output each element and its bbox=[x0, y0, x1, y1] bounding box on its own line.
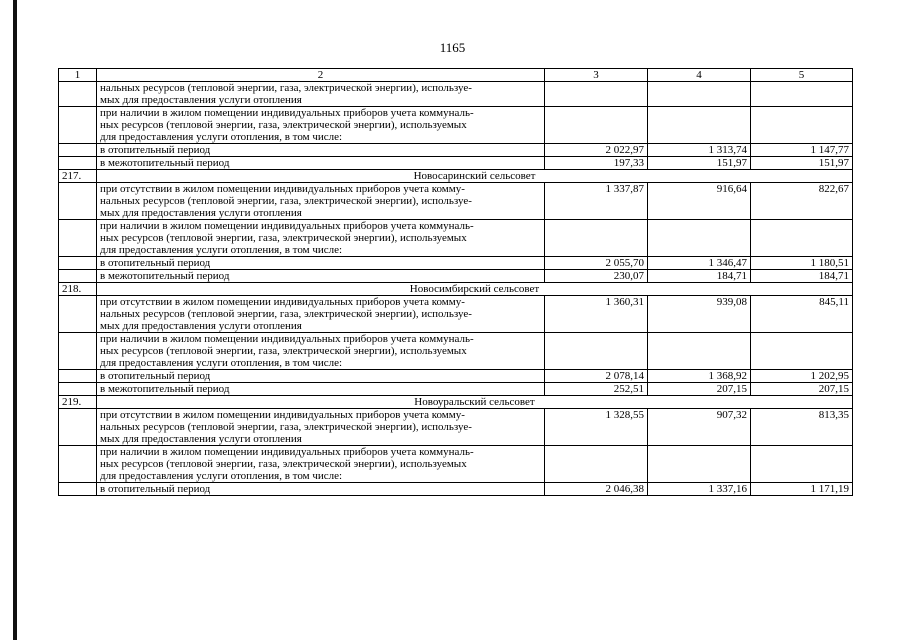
value-col-5: 184,71 bbox=[751, 270, 853, 283]
value-col-4 bbox=[648, 446, 751, 483]
section-number: 219. bbox=[59, 396, 97, 409]
table-row bbox=[59, 333, 853, 370]
value-col-4 bbox=[648, 82, 751, 107]
description-line: в отопительный период bbox=[100, 483, 211, 495]
table-row bbox=[59, 183, 853, 220]
description-cell bbox=[97, 333, 545, 370]
description-line: мых для предоставления услуги отопления bbox=[100, 433, 302, 445]
row-number-cell bbox=[59, 257, 97, 270]
value-col-4 bbox=[648, 333, 751, 370]
description-line: при отсутствии в жилом помещении индивидуальных приборов учета комму- bbox=[100, 409, 465, 421]
description-cell bbox=[97, 257, 545, 270]
header-col-4: 4 bbox=[648, 69, 751, 82]
row-number-cell bbox=[59, 333, 97, 370]
description-line: в отопительный период bbox=[100, 144, 211, 156]
table-row bbox=[59, 383, 853, 396]
description-line: мых для предоставления услуги отопления bbox=[100, 207, 302, 219]
description-line: мых для предоставления услуги отопления bbox=[100, 94, 302, 106]
value-col-5 bbox=[751, 82, 853, 107]
description-line: в отопительный период bbox=[100, 257, 211, 269]
description-line: при наличии в жилом помещении индивидуальных приборов учета коммуналь- bbox=[100, 446, 474, 458]
description-line: при отсутствии в жилом помещении индивидуальных приборов учета комму- bbox=[100, 183, 465, 195]
tariff-table bbox=[58, 68, 853, 496]
value-col-5 bbox=[751, 333, 853, 370]
row-number-cell bbox=[59, 270, 97, 283]
description-line: ных ресурсов (тепловой энергии, газа, электрической энергии), используемых bbox=[100, 345, 467, 357]
description-line: для предоставления услуги отопления, в том числе: bbox=[100, 131, 343, 143]
value-col-3: 1 337,87 bbox=[545, 183, 648, 220]
description-cell bbox=[97, 483, 545, 496]
value-col-4: 939,08 bbox=[648, 296, 751, 333]
row-number-cell bbox=[59, 107, 97, 144]
value-col-3 bbox=[545, 446, 648, 483]
table-row bbox=[59, 107, 853, 144]
value-col-5: 1 180,51 bbox=[751, 257, 853, 270]
row-number-cell bbox=[59, 446, 97, 483]
description-line: в межотопительный период bbox=[100, 383, 230, 395]
value-col-5: 1 202,95 bbox=[751, 370, 853, 383]
value-col-5: 813,35 bbox=[751, 409, 853, 446]
value-col-4: 1 368,92 bbox=[648, 370, 751, 383]
description-cell bbox=[97, 144, 545, 157]
description-line: нальных ресурсов (тепловой энергии, газа, электрической энергии), используе- bbox=[100, 308, 472, 320]
value-col-5 bbox=[751, 446, 853, 483]
description-line: в отопительный период bbox=[100, 370, 211, 382]
value-col-4: 1 337,16 bbox=[648, 483, 751, 496]
value-col-3 bbox=[545, 333, 648, 370]
value-col-4 bbox=[648, 107, 751, 144]
description-line: нальных ресурсов (тепловой энергии, газа, электрической энергии), используе- bbox=[100, 421, 472, 433]
row-number-cell bbox=[59, 144, 97, 157]
description-line: в межотопительный период bbox=[100, 270, 230, 282]
table-row bbox=[59, 257, 853, 270]
row-number-cell bbox=[59, 296, 97, 333]
description-line: для предоставления услуги отопления, в том числе: bbox=[100, 244, 343, 256]
table-row bbox=[59, 144, 853, 157]
section-row bbox=[59, 170, 853, 183]
description-line: ных ресурсов (тепловой энергии, газа, электрической энергии), используемых bbox=[100, 119, 467, 131]
row-number-cell bbox=[59, 157, 97, 170]
description-line: нальных ресурсов (тепловой энергии, газа, электрической энергии), используе- bbox=[100, 82, 472, 94]
value-col-3: 1 360,31 bbox=[545, 296, 648, 333]
value-col-4 bbox=[648, 220, 751, 257]
row-number-cell bbox=[59, 383, 97, 396]
table-header-row bbox=[59, 69, 853, 82]
value-col-3: 1 328,55 bbox=[545, 409, 648, 446]
row-number-cell bbox=[59, 183, 97, 220]
value-col-5 bbox=[751, 107, 853, 144]
description-cell bbox=[97, 183, 545, 220]
table-row bbox=[59, 483, 853, 496]
section-number: 218. bbox=[59, 283, 97, 296]
section-row bbox=[59, 283, 853, 296]
section-title: Новосимбирский сельсовет bbox=[97, 283, 853, 296]
row-number-cell bbox=[59, 409, 97, 446]
row-number-cell bbox=[59, 483, 97, 496]
value-col-5: 207,15 bbox=[751, 383, 853, 396]
table-row bbox=[59, 296, 853, 333]
value-col-5: 845,11 bbox=[751, 296, 853, 333]
description-line: для предоставления услуги отопления, в том числе: bbox=[100, 470, 343, 482]
scan-edge-bar bbox=[13, 0, 17, 640]
table-row bbox=[59, 370, 853, 383]
value-col-4: 1 346,47 bbox=[648, 257, 751, 270]
row-number-cell bbox=[59, 370, 97, 383]
description-line: при отсутствии в жилом помещении индивидуальных приборов учета комму- bbox=[100, 296, 465, 308]
description-cell bbox=[97, 296, 545, 333]
description-cell bbox=[97, 270, 545, 283]
section-row bbox=[59, 396, 853, 409]
description-line: нальных ресурсов (тепловой энергии, газа, электрической энергии), используе- bbox=[100, 195, 472, 207]
table-row bbox=[59, 82, 853, 107]
table-row bbox=[59, 220, 853, 257]
description-line: в межотопительный период bbox=[100, 157, 230, 169]
table-row bbox=[59, 446, 853, 483]
value-col-3: 252,51 bbox=[545, 383, 648, 396]
value-col-4: 1 313,74 bbox=[648, 144, 751, 157]
header-col-1: 1 bbox=[59, 69, 97, 82]
value-col-4: 207,15 bbox=[648, 383, 751, 396]
value-col-3 bbox=[545, 107, 648, 144]
value-col-5 bbox=[751, 220, 853, 257]
description-line: при наличии в жилом помещении индивидуальных приборов учета коммуналь- bbox=[100, 220, 474, 232]
section-title: Новосаринский сельсовет bbox=[97, 170, 853, 183]
value-col-4: 916,64 bbox=[648, 183, 751, 220]
page-number: 1165 bbox=[439, 40, 466, 55]
value-col-4: 184,71 bbox=[648, 270, 751, 283]
value-col-3: 197,33 bbox=[545, 157, 648, 170]
value-col-3: 2 055,70 bbox=[545, 257, 648, 270]
value-col-5: 822,67 bbox=[751, 183, 853, 220]
value-col-5: 151,97 bbox=[751, 157, 853, 170]
value-col-4: 907,32 bbox=[648, 409, 751, 446]
table-row bbox=[59, 270, 853, 283]
value-col-4: 151,97 bbox=[648, 157, 751, 170]
value-col-3: 230,07 bbox=[545, 270, 648, 283]
description-line: при наличии в жилом помещении индивидуальных приборов учета коммуналь- bbox=[100, 333, 474, 345]
header-col-5: 5 bbox=[751, 69, 853, 82]
row-number-cell bbox=[59, 82, 97, 107]
description-line: для предоставления услуги отопления, в том числе: bbox=[100, 357, 343, 369]
value-col-3: 2 046,38 bbox=[545, 483, 648, 496]
description-line: ных ресурсов (тепловой энергии, газа, электрической энергии), используемых bbox=[100, 458, 467, 470]
description-cell bbox=[97, 82, 545, 107]
description-cell bbox=[97, 446, 545, 483]
description-cell bbox=[97, 157, 545, 170]
description-line: мых для предоставления услуги отопления bbox=[100, 320, 302, 332]
row-number-cell bbox=[59, 220, 97, 257]
description-line: ных ресурсов (тепловой энергии, газа, электрической энергии), используемых bbox=[100, 232, 467, 244]
description-cell bbox=[97, 383, 545, 396]
section-number: 217. bbox=[59, 170, 97, 183]
description-cell bbox=[97, 107, 545, 144]
description-cell bbox=[97, 220, 545, 257]
value-col-3: 2 022,97 bbox=[545, 144, 648, 157]
description-cell bbox=[97, 409, 545, 446]
value-col-5: 1 147,77 bbox=[751, 144, 853, 157]
value-col-3 bbox=[545, 220, 648, 257]
description-line: при наличии в жилом помещении индивидуальных приборов учета коммуналь- bbox=[100, 107, 474, 119]
table-row bbox=[59, 157, 853, 170]
section-title: Новоуральский сельсовет bbox=[97, 396, 853, 409]
description-cell bbox=[97, 370, 545, 383]
value-col-5: 1 171,19 bbox=[751, 483, 853, 496]
header-col-2: 2 bbox=[97, 69, 545, 82]
table-row bbox=[59, 409, 853, 446]
header-col-3: 3 bbox=[545, 69, 648, 82]
value-col-3: 2 078,14 bbox=[545, 370, 648, 383]
value-col-3 bbox=[545, 82, 648, 107]
